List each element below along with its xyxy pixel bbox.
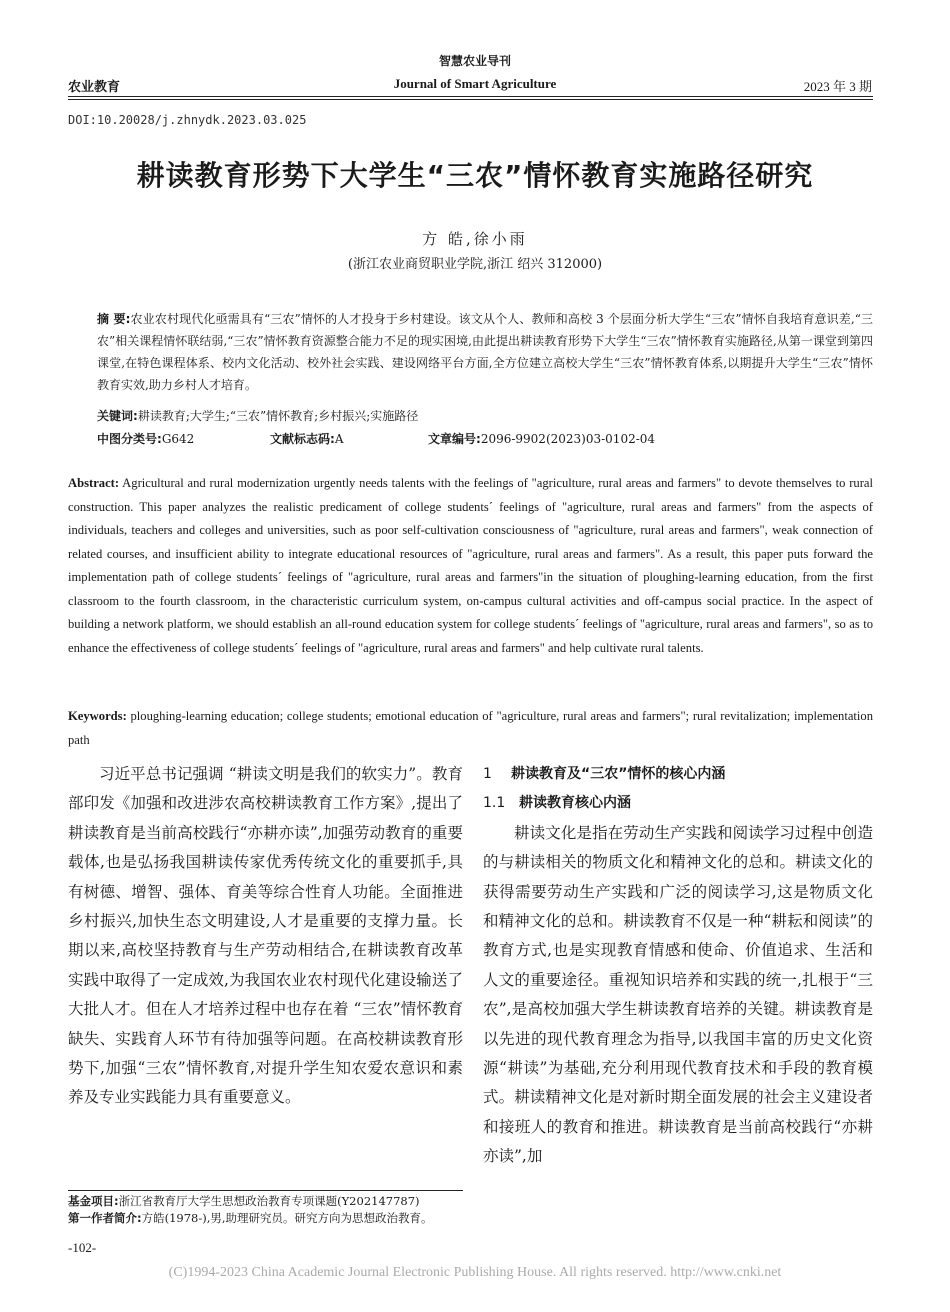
issue-label: 2023 年 3 期 — [803, 79, 872, 94]
page-number: -102- — [68, 1240, 97, 1255]
abstract-cn-text: 农业农村现代化亟需具有“三农”情怀的人才投身于乡村建设。该文从个人、教师和高校 3 个层面分析大学生“三农”情怀自我培育意识差,“三农”相关课程情怀联结弱,“三农”情怀教育资源整合能力不足的现实困境,由此提出耕读教育形势下大学生“三农”情怀教育实施路径,从第一课堂到第四课堂,在特色课程体系、校内文化活动、校外社会实践、建设网络平台方面,全方位建立高校大学生“三农”情怀教育体系,以期提升大学生“三农”情怀教育实效,助力乡村人才培育。 — [97, 312, 873, 392]
section-label: 农业教育 — [68, 80, 121, 95]
doc-code-label: 文献标志码: — [270, 432, 335, 446]
section-heading-1 — [483, 760, 873, 789]
author-bio-text: 方皓(1978-),男,助理研究员。研究方向为思想政治教育。 — [141, 1211, 433, 1225]
paper-title: 耕读教育形势下大学生“三农”情怀教育实施路径研究 — [136, 159, 814, 192]
fund-text: 浙江省教育厅大学生思想政治教育专项课题(Y202147787) — [118, 1194, 420, 1208]
body-paragraph: 耕读文化是指在劳动生产实践和阅读学习过程中创造的与耕读相关的物质文化和精神文化的总和。耕读文化的获得需要劳动生产实践和广泛的阅读学习,这是物质文化和精神文化的总和。耕读教育不仅是一种“耕耘和阅读”的教育方式,也是实现教育情感和使命、价值追求、生活和人文的重要途径。重视知识培养和实践的统一,扎根于“三农”,是高校加强大学生耕读教育培养的关键。耕读教育是以先进的现代教育理念为指导,以我国丰富的历史文化资源“耕读”为基础,充分利用现代教育技术和手段的教育模式。耕读精神文化是对新时期全面发展的社会主义建设者和接班人的教育和推进。耕读教育是当前高校践行“亦耕亦读”,加 — [483, 823, 873, 1166]
article-number-value: 2096-9902(2023)03-0102-04 — [480, 432, 656, 446]
abstract-en-text: Agricultural and rural modernization urgently needs talents with the feelings of "agriculture, rural areas and farmers" to devote themselves to rural construction. This paper analyzes the realistic predicament of college students´ feelings of "agriculture, rural areas and farmers" from the aspects of individuals, teachers and colleges and universities, such as poor self-cultivation consciousness of "agriculture, rural areas and farmers", weak connection of related courses, and insufficient ability to integrate educational resources of "agriculture, rural areas and farmers". As a result, this paper puts forward the implementation path of college students´ feelings of "agriculture, rural areas and farmers"in the situation of ploughing-learning education, from the first classroom to the fourth classroom, in the characteristic curriculum system, on-campus cultural activities and off-campus social practice. In the aspect of building a network platform, we should establish an all-round education system for college students´ feelings of "agriculture, rural areas and farmers", so as to enhance the effectiveness of college students´ feelings of "agriculture, rural areas and farmers" and help cultivate rural talents. — [68, 476, 873, 655]
abstract-cn-label: 摘 要: — [97, 312, 131, 326]
abstract-cn — [97, 308, 873, 396]
keywords-cn-label: 关键词: — [97, 409, 138, 423]
doi[interactable]: DOI:10.20028/j.zhnydk.2023.03.025 — [68, 113, 307, 127]
body-left-column — [68, 760, 463, 1113]
keywords-cn-text: 耕读教育;大学生;“三农”情怀教育;乡村振兴;实施路径 — [137, 409, 419, 423]
body-right-column — [483, 760, 873, 1172]
section-number: 1 — [483, 766, 492, 782]
affiliation: (浙江农业商贸职业学院,浙江 绍兴 312000) — [347, 257, 603, 272]
authors: 方 皓,徐小雨 — [422, 230, 528, 248]
document-code — [270, 430, 343, 447]
fund-label: 基金项目: — [68, 1194, 119, 1208]
section-title: 耕读教育及“三农”情怀的核心内涵 — [511, 766, 726, 782]
keywords-en-label: Keywords: — [68, 709, 127, 723]
body-paragraph: 习近平总书记强调 “耕读文明是我们的软实力”。教育部印发《加强和改进涉农高校耕读教育工作方案》,提出了耕读教育是当前高校践行“亦耕亦读”,加强劳动教育的重要载体,也是弘扬我国耕读传家优秀传统文化的重要抓手,具有树德、增智、强体、育美等综合性育人功能。全面推进乡村振兴,加快生态文明建设,人才是重要的支撑力量。长期以来,高校坚持教育与生产劳动相结合,在耕读教育改革实践中取得了一定成效,为我国农业农村现代化建设输送了大批人才。但在人才培养过程中也存在着 “三农”情怀教育缺失、实践育人环节有待加强等问题。在高校耕读教育形势下,加强“三农”情怀教育,对提升学生知农爱农意识和素养及专业实践能力具有重要意义。 — [68, 765, 463, 1107]
subsection-title: 耕读教育核心内涵 — [519, 795, 631, 812]
journal-name-en: Journal of Smart Agriculture — [393, 76, 557, 91]
abstract-en — [68, 472, 873, 660]
keywords-en — [68, 705, 873, 752]
footnote-rule — [68, 1190, 463, 1191]
clc-number — [97, 430, 194, 447]
article-number — [428, 430, 655, 447]
clc-value: G642 — [161, 432, 195, 446]
keywords-cn — [97, 407, 418, 424]
journal-name-cn: 智慧农业导刊 — [438, 54, 511, 68]
doc-code-value: A — [334, 432, 344, 446]
clc-label: 中图分类号: — [97, 432, 162, 446]
abstract-en-label: Abstract: — [68, 476, 120, 490]
copyright-watermark: (C)1994-2023 China Academic Journal Electronic Publishing House. All rights reserved. http://www.cnki.net — [168, 1265, 782, 1280]
subsection-number: 1.1 — [483, 795, 506, 812]
header-rule — [68, 96, 873, 97]
section-heading-1-1 — [483, 789, 873, 818]
footnote-fund — [68, 1193, 420, 1210]
header-rule-thin — [68, 99, 873, 100]
keywords-en-text: ploughing-learning education; college students; emotional education of "agriculture, rural areas and farmers"; rural revitalization; implementation path — [68, 709, 874, 747]
article-number-label: 文章编号: — [428, 432, 481, 446]
author-bio-label: 第一作者简介: — [68, 1211, 142, 1225]
footnote-author — [68, 1210, 433, 1227]
